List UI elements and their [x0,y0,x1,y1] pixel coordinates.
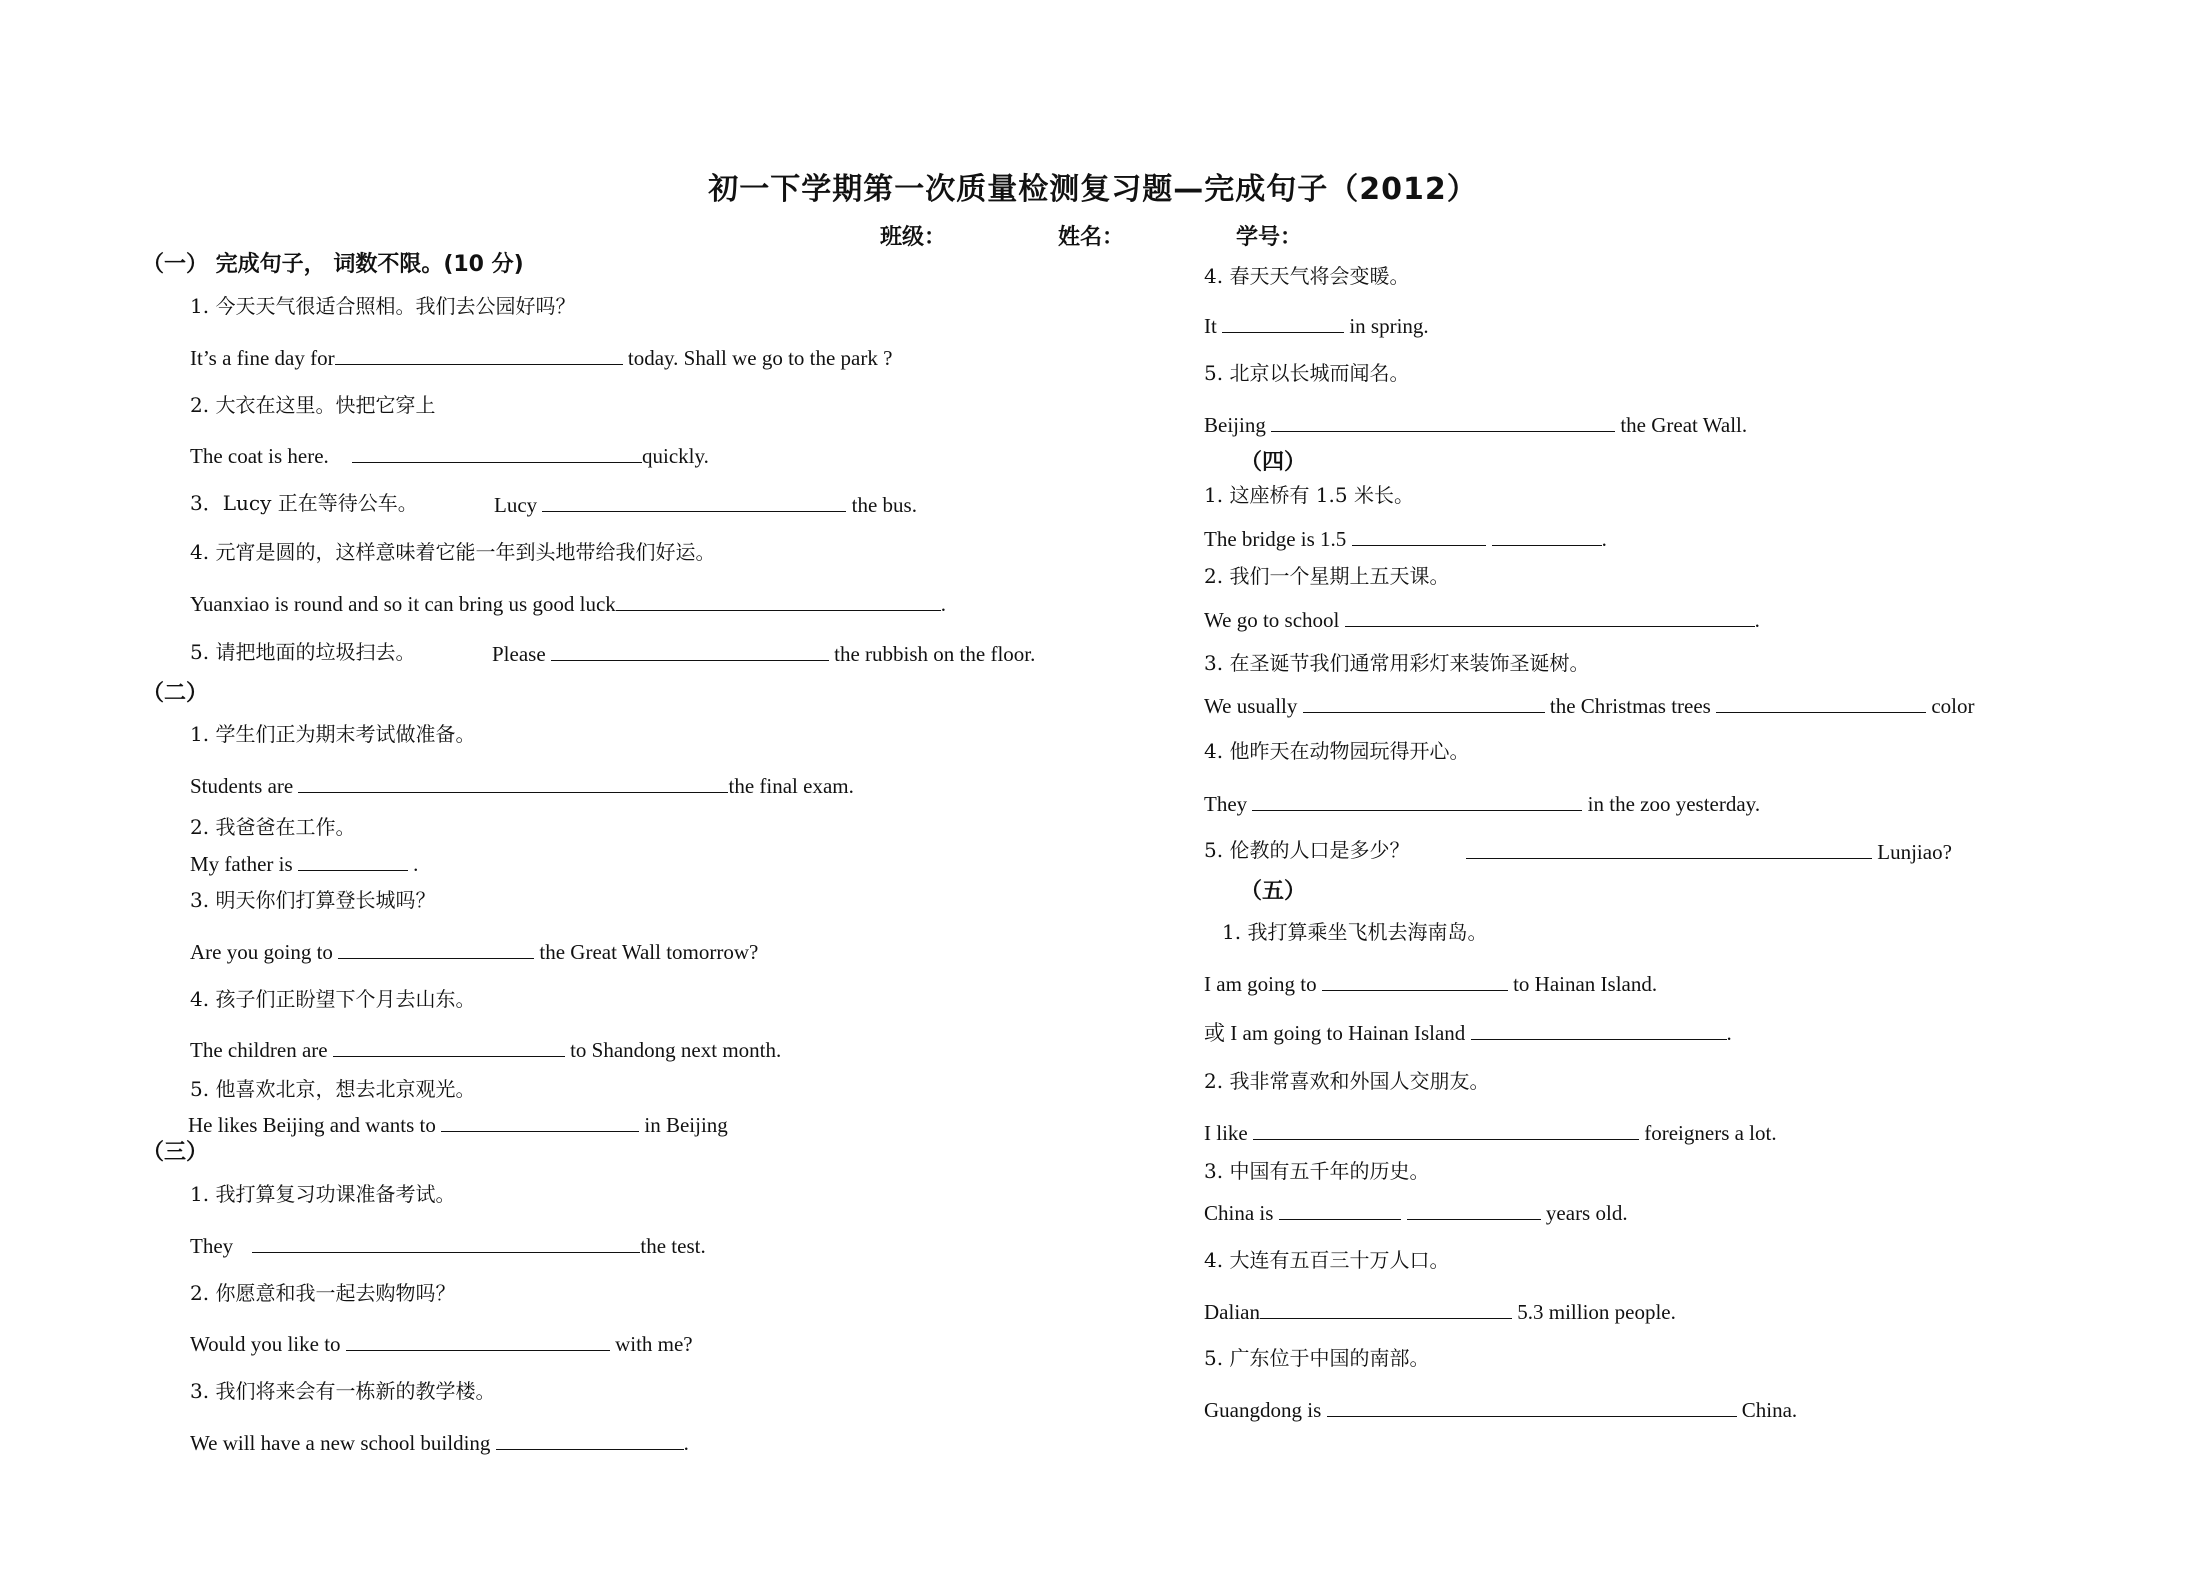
s5-q3-text-b: years old. [1540,1201,1628,1225]
s3-q1-english [190,1234,706,1257]
s2-q1-text-a: Students are [190,774,299,798]
s5-q1-english [1204,972,1657,995]
answer-blank[interactable] [1260,1300,1512,1319]
answer-blank[interactable] [1222,314,1344,333]
s2-q1-english [190,774,854,797]
answer-blank[interactable] [1466,840,1872,859]
answer-blank[interactable] [346,1332,610,1351]
s1-q5-text-b: the Great Wall. [1615,413,1748,437]
answer-blank[interactable] [1327,1398,1737,1417]
s3-q2-text-a: Would you like to [190,1332,346,1356]
s4-q3-text-c: color [1926,694,1975,718]
s2-q4-text-a: The children are [190,1038,333,1062]
s3-q2-chinese: 2. 你愿意和我一起去购物吗？ [190,1281,456,1305]
s1-q1-text-a: It’s a fine day for [190,346,335,370]
s4-q4-text-b: in the zoo yesterday. [1582,792,1761,816]
page-title: 初一下学期第一次质量检测复习题—完成句子（2012） [708,172,1478,207]
s4-q4-chinese: 4. 他昨天在动物园玩得开心。 [1204,739,1470,763]
s2-q5-chinese: 5. 他喜欢北京，想去北京观光。 [190,1077,476,1101]
s2-q5-text-a: He likes Beijing and wants to [188,1113,442,1137]
s4-q2-text-a: We go to school [1204,608,1345,632]
s1-q5-text-b: the rubbish on the floor. [828,642,1036,666]
answer-blank[interactable] [1253,1121,1639,1140]
section-3-header: （三） [142,1140,209,1165]
answer-blank[interactable] [1252,792,1582,811]
answer-blank[interactable] [1407,1201,1541,1220]
answer-blank[interactable] [1716,694,1926,713]
s1-q3-text-a: Lucy [494,493,543,517]
s1-q4-chinese: 4. 春天天气将会变暖。 [1204,264,1410,288]
s4-q2-text-b: . [1754,608,1760,632]
s1-q5-chinese: 5. 请把地面的垃圾扫去。 [190,640,416,664]
s1-q4-english [190,592,946,615]
s5-q1-chinese: 1. 我打算乘坐飞机去海南岛。 [1222,920,1488,944]
s1-q5-english [1204,413,1747,436]
s1-q4-english [1204,314,1429,337]
s1-q5-chinese: 5. 北京以长城而闻名。 [1204,361,1410,385]
s4-q3-chinese: 3. 在圣诞节我们通常用彩灯来装饰圣诞树。 [1204,651,1590,675]
s5-q3-text-a: China is [1204,1201,1279,1225]
s5-q3-chinese: 3. 中国有五千年的历史。 [1204,1159,1430,1183]
s5-q1-text-a: I am going to [1204,972,1322,996]
s4-q3-text-b: the Christmas trees [1544,694,1717,718]
s5-q2-chinese: 2. 我非常喜欢和外国人交朋友。 [1204,1069,1490,1093]
s4-q4-text-a: They [1204,792,1253,816]
s4-q1-chinese: 1. 这座桥有 1.5 米长。 [1204,483,1414,507]
answer-blank[interactable] [441,1113,639,1132]
s1-q3-english [494,493,917,516]
s4-q5-english [1466,840,1952,863]
s1-q5-text-a: Please [492,642,551,666]
s4-q4-english [1204,792,1760,815]
s3-q2-text-b: with me? [609,1332,693,1356]
s5-q5-chinese: 5. 广东位于中国的南部。 [1204,1346,1430,1370]
s4-q1-english [1204,527,1607,550]
answer-blank[interactable] [252,1234,640,1253]
s5-q2-text-b: foreigners a lot. [1638,1121,1777,1145]
s2-q2-text-a: My father is [190,852,298,876]
answer-blank[interactable] [1271,413,1615,432]
answer-blank[interactable] [1352,527,1486,546]
s1-q4-text-a: It [1204,314,1223,338]
s4-q1-text-a: The bridge is 1.5 [1204,527,1352,551]
s1-q5-text-a: Beijing [1204,413,1272,437]
section-2-header: （二） [142,681,209,706]
s2-q1-text-b: the final exam. [728,774,854,798]
s5-q5-english [1204,1398,1797,1421]
s5-q4-text-a: Dalian [1204,1300,1260,1324]
s5-q4-english [1204,1300,1676,1323]
s1-q3-text-b: the bus. [846,493,917,517]
s4-q2-chinese: 2. 我们一个星期上五天课。 [1204,564,1450,588]
s5-q4-chinese: 4. 大连有五百三十万人口。 [1204,1248,1450,1272]
s1-q5-english [492,642,1035,665]
s2-q2-english [190,852,418,875]
s3-q3-text-b: . [683,1431,689,1455]
s2-q3-text-b: the Great Wall tomorrow? [534,940,759,964]
s4-q1-text-b: . [1601,527,1607,551]
answer-blank[interactable] [352,444,642,463]
s1-q1-english [190,346,892,369]
s5-q3-english [1204,1201,1628,1224]
answer-blank[interactable] [335,346,623,365]
answer-blank[interactable] [1279,1201,1401,1220]
s1-q3-chinese: 3．Lucy 正在等待公车。 [190,491,418,515]
s3-q1-text-a: They [190,1234,239,1258]
answer-blank[interactable] [616,592,941,611]
s3-q3-chinese: 3. 我们将来会有一栋新的教学楼。 [190,1379,496,1403]
s1-q2-text-a: The coat is here. [190,444,335,468]
s2-q1-chinese: 1. 学生们正为期末考试做准备。 [190,722,476,746]
name-label: 姓名： [1058,225,1125,250]
answer-blank[interactable] [298,852,408,871]
answer-blank[interactable] [1492,527,1602,546]
class-label: 班级： [880,225,947,250]
s2-q3-english [190,940,758,963]
section-4-header: （四） [1240,450,1307,475]
s2-q4-chinese: 4. 孩子们正盼望下个月去山东。 [190,987,476,1011]
s5-q2-english [1204,1121,1777,1144]
s1-q4-text-b: . [940,592,947,616]
s2-q2-chinese: 2. 我爸爸在工作。 [190,815,356,839]
s5-q1-text-b: to Hainan Island. [1507,972,1658,996]
s1-q2-chinese: 2. 大衣在这里。快把它穿上 [190,393,436,417]
s2-q3-text-a: Are you going to [190,940,339,964]
answer-blank[interactable] [333,1038,565,1057]
section-1-header: （一） 完成句子， 词数不限。(10 分) [142,252,524,277]
s4-q5-text-b: Lunjiao? [1872,840,1952,864]
answer-blank[interactable] [338,940,534,959]
s3-q1-text-b: the test. [640,1234,706,1258]
s5-q1-alt-text-a: 或 I am going to Hainan Island [1204,1021,1471,1045]
s5-q5-text-b: China. [1736,1398,1798,1422]
s3-q3-text-a: We will have a new school building [190,1431,496,1455]
answer-blank[interactable] [1345,608,1755,627]
number-label: 学号： [1236,225,1303,250]
s2-q3-chinese: 3. 明天你们打算登长城吗？ [190,888,436,912]
s3-q1-chinese: 1. 我打算复习功课准备考试。 [190,1182,456,1206]
answer-blank[interactable] [1471,1021,1727,1040]
answer-blank[interactable] [542,493,846,512]
s4-q5-chinese: 5. 伦教的人口是多少？ [1204,838,1410,862]
s1-q2-english [190,444,709,467]
s2-q4-english [190,1038,781,1061]
s2-q5-text-b: in Beijing [639,1113,728,1137]
s5-q5-text-a: Guangdong is [1204,1398,1327,1422]
section-5-header: （五） [1240,879,1307,904]
answer-blank[interactable] [551,642,829,661]
answer-blank[interactable] [1303,694,1545,713]
s2-q4-text-b: to Shandong next month. [564,1038,782,1062]
s1-q1-chinese: 1. 今天天气很适合照相。我们去公园好吗？ [190,294,576,318]
s1-q2-text-b: quickly. [642,444,709,468]
s4-q3-english [1204,694,1975,717]
s5-q4-text-b: 5.3 million people. [1511,1300,1676,1324]
s4-q3-text-a: We usually [1204,694,1303,718]
s5-q1-alternative [1204,1021,1732,1044]
s1-q4-text-b: in spring. [1344,314,1429,338]
s4-q2-english [1204,608,1760,631]
s1-q1-text-b: today. Shall we go to the park ? [622,346,893,370]
s2-q5-english [188,1113,728,1136]
s1-q4-chinese: 4. 元宵是圆的，这样意味着它能一年到头地带给我们好运。 [190,540,716,564]
s1-q4-text-a: Yuanxiao is round and so it can bring us good luck [190,592,616,616]
answer-blank[interactable] [496,1431,684,1450]
answer-blank[interactable] [298,774,728,793]
s2-q2-text-b: . [407,852,419,876]
s5-q1-alt-text-b: . [1726,1021,1732,1045]
s3-q3-english [190,1431,689,1454]
answer-blank[interactable] [1322,972,1508,991]
s5-q2-text-a: I like [1204,1121,1253,1145]
s3-q2-english [190,1332,693,1355]
